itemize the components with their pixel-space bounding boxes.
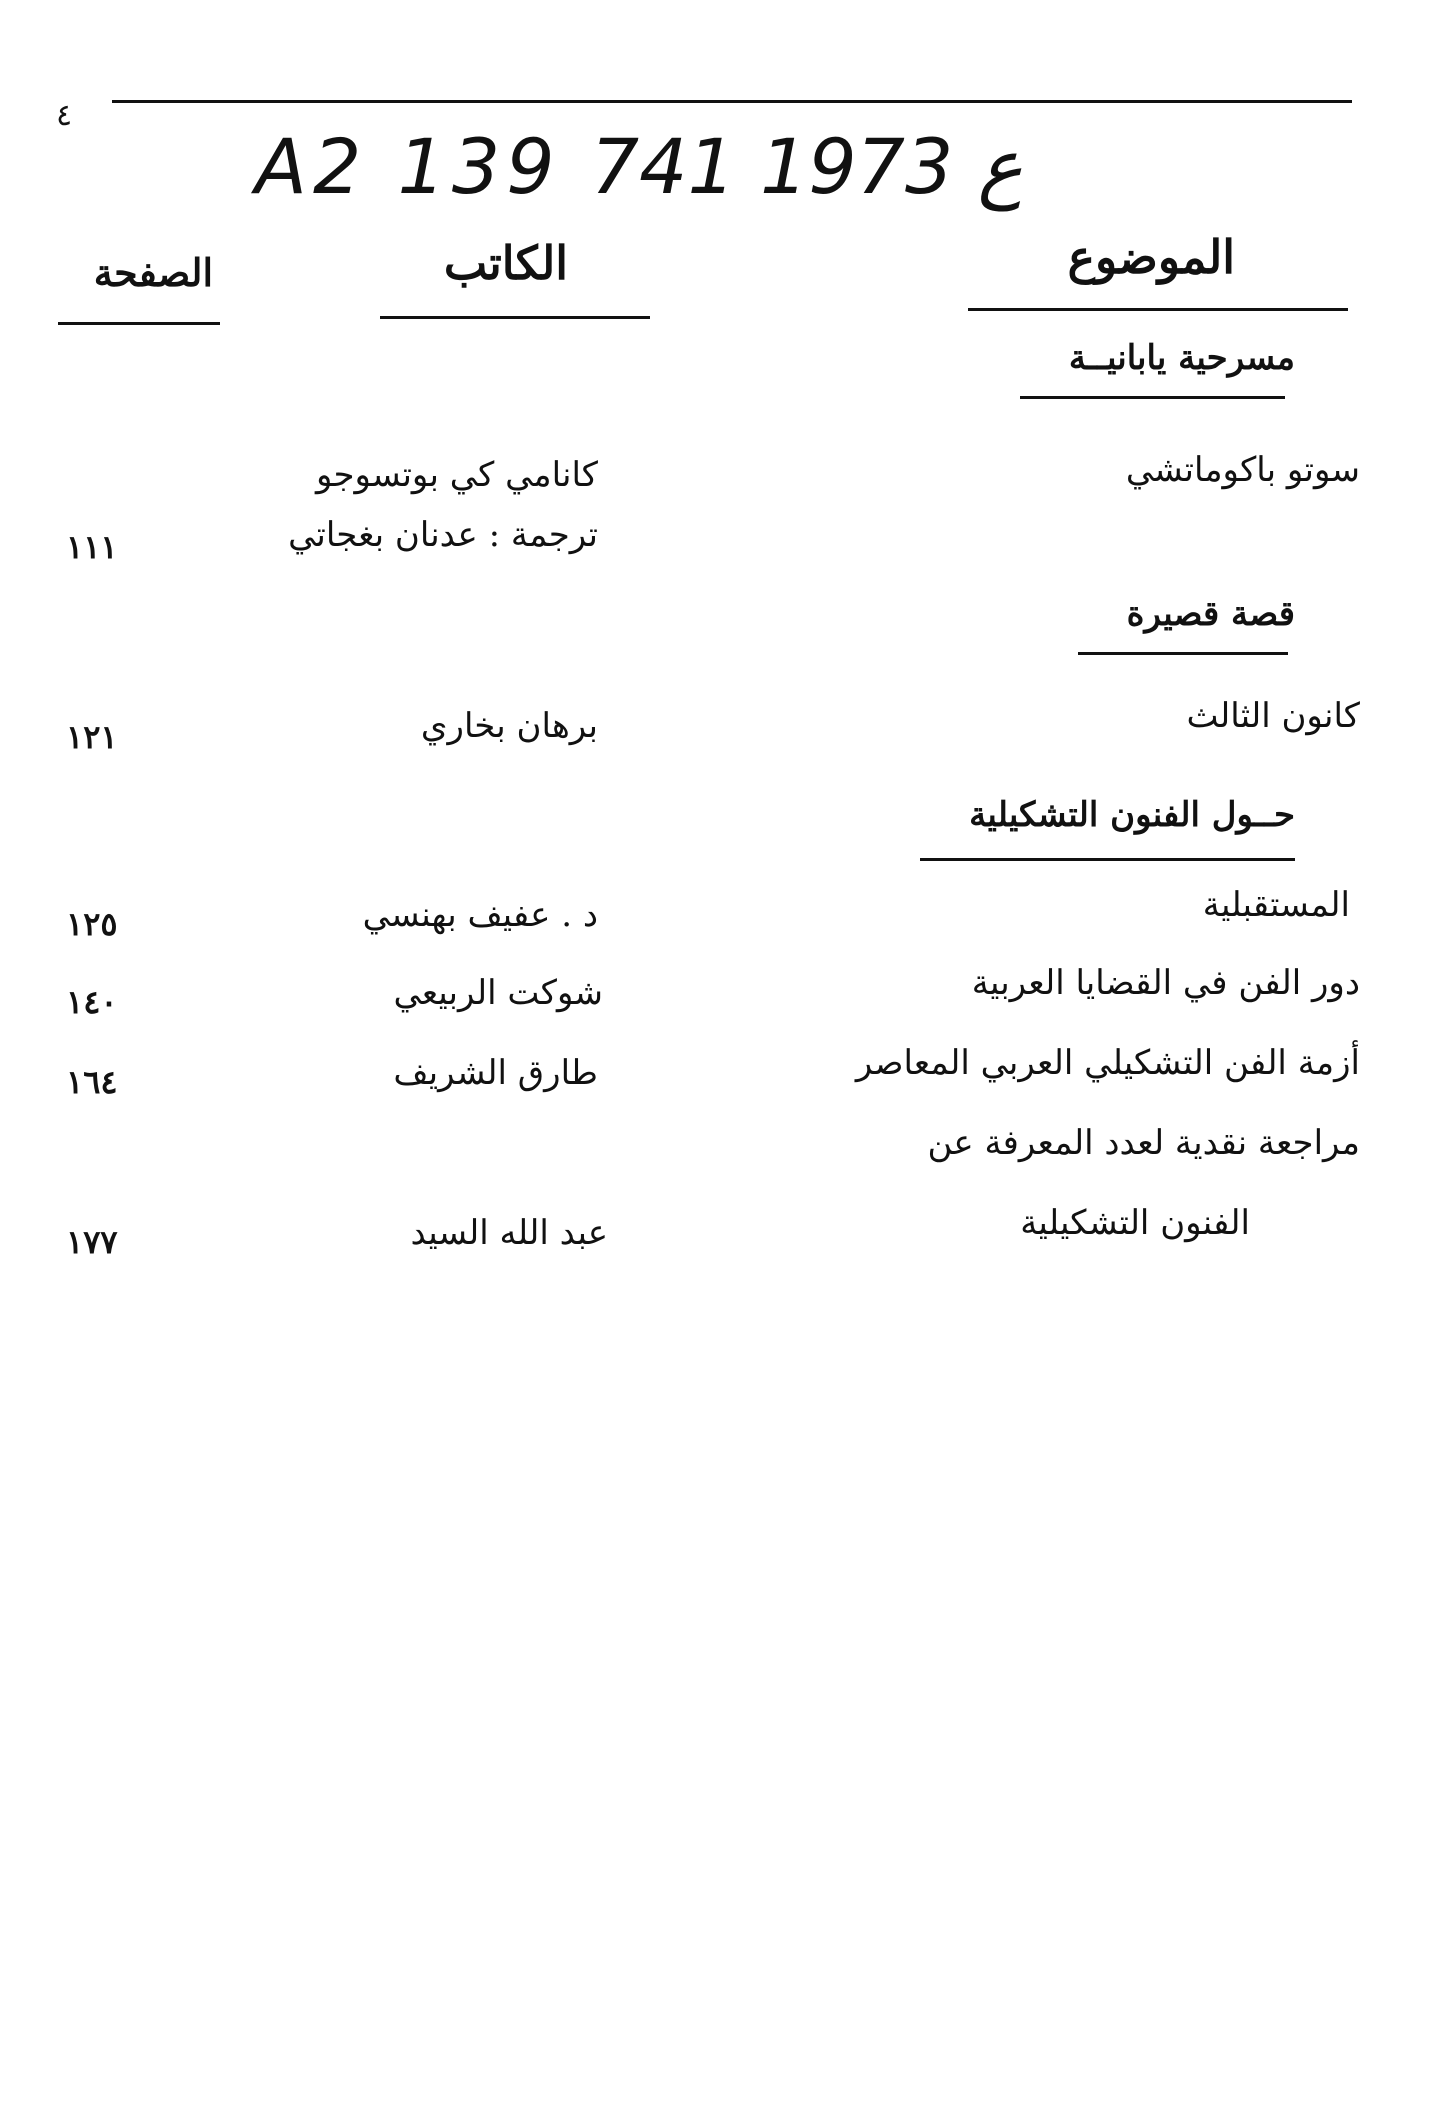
handwritten-catalog-note: A2 139 ع 1973 741 — [255, 122, 1023, 211]
toc-author: برهان بخاري — [420, 706, 598, 746]
section-heading-underline — [1078, 652, 1288, 655]
toc-author: عبد الله السيد — [410, 1213, 608, 1253]
header-author-underline — [380, 316, 650, 319]
toc-page-number: ١٢١ — [66, 718, 118, 756]
toc-topic: المستقبلية — [1202, 885, 1350, 925]
header-page-underline — [58, 322, 220, 325]
top-rule — [112, 100, 1352, 103]
header-topic: الموضوع — [1067, 230, 1235, 284]
section-heading-visual-arts: حــول الفنون التشكيلية — [969, 795, 1295, 835]
section-heading-underline — [1020, 396, 1285, 399]
section-heading-short-story: قصة قصيرة — [1126, 594, 1295, 634]
toc-topic: أزمة الفن التشكيلي العربي المعاصر — [855, 1043, 1360, 1083]
toc-page-number: ١٧٧ — [66, 1223, 118, 1261]
toc-author: د . عفيف بهنسي — [362, 895, 598, 935]
section-heading-underline — [920, 858, 1295, 861]
toc-topic: مراجعة نقدية لعدد المعرفة عن — [927, 1123, 1360, 1163]
header-topic-underline — [968, 308, 1348, 311]
toc-translator: ترجمة : عدنان بغجاتي — [288, 515, 598, 555]
toc-page-number: ١١١ — [66, 528, 118, 566]
toc-topic: دور الفن في القضايا العربية — [971, 963, 1360, 1003]
section-heading-japanese-play: مسرحية يابانيــة — [1068, 338, 1295, 378]
toc-page-number: ١٦٤ — [66, 1063, 118, 1101]
toc-topic-continued: الفنون التشكيلية — [1020, 1203, 1250, 1243]
toc-author: كانامي كي بوتسوجو — [315, 455, 598, 495]
toc-page-number: ١٤٠ — [66, 983, 118, 1021]
header-author: الكاتب — [443, 236, 568, 290]
toc-topic: كانون الثالث — [1186, 696, 1360, 736]
page-number: ٤ — [56, 98, 73, 133]
toc-topic: سوتو باكوماتشي — [1125, 450, 1360, 490]
toc-page-number: ١٢٥ — [66, 905, 118, 943]
header-page: الصفحة — [93, 250, 213, 295]
toc-author: شوكت الربيعي — [393, 973, 603, 1013]
toc-author: طارق الشريف — [393, 1053, 598, 1093]
